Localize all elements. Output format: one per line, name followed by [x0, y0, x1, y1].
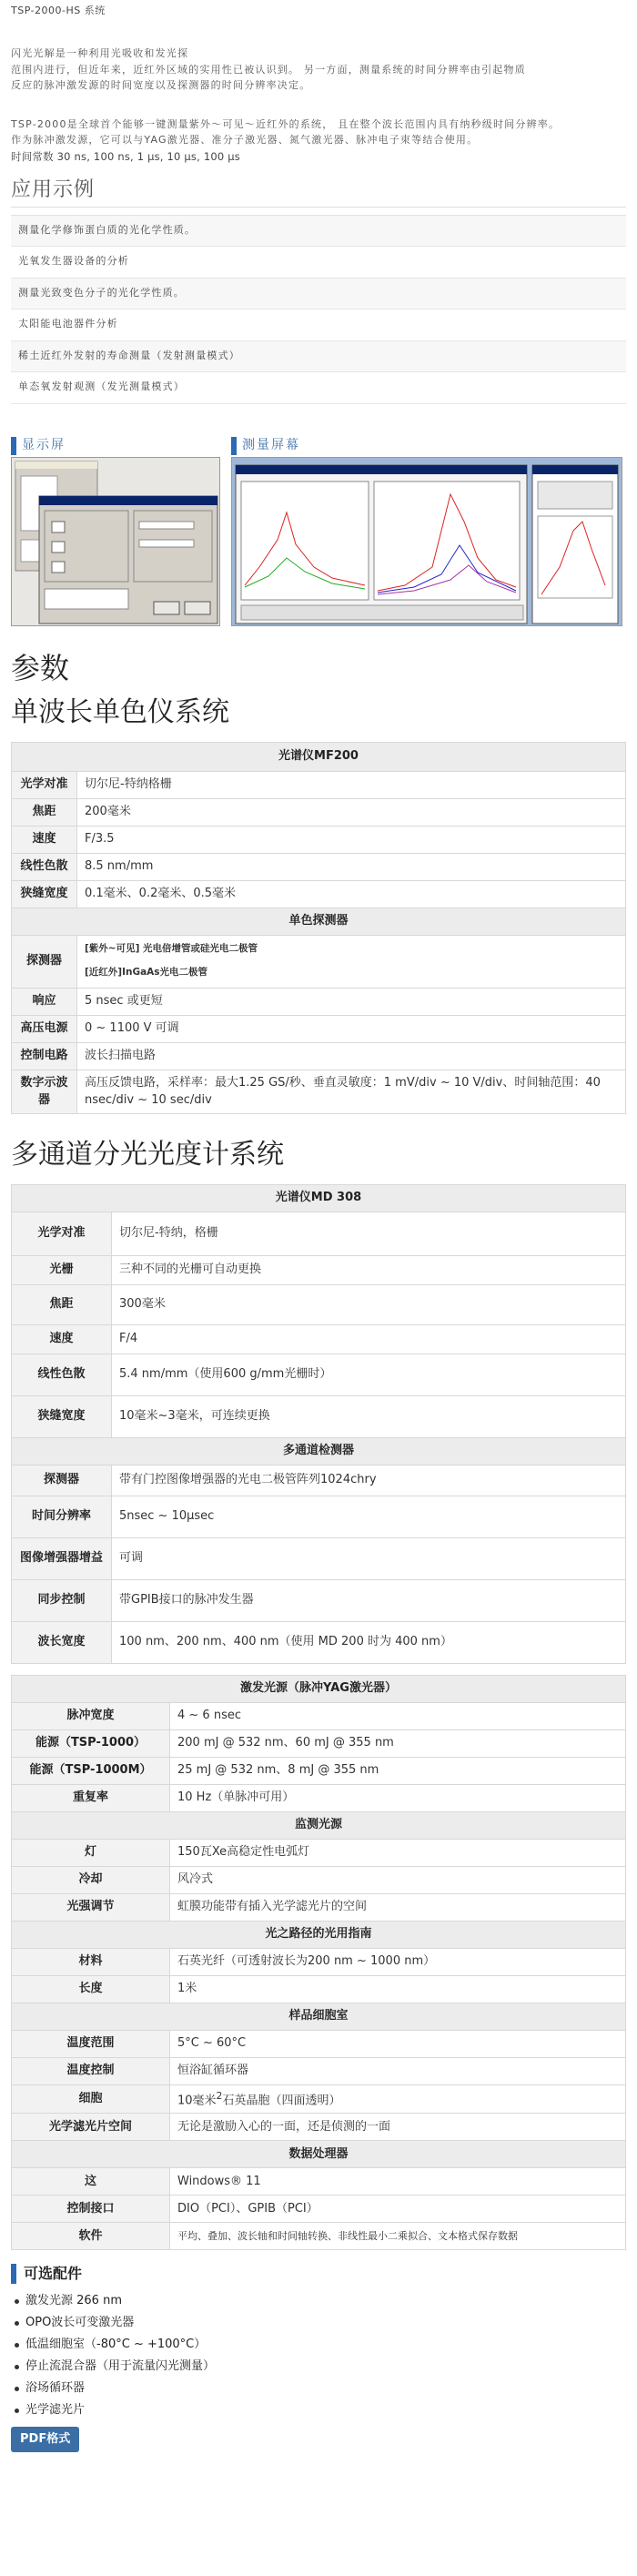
spec-row: 探测器 带有门控图像增强器的光电二极管阵列1024chry	[12, 1465, 626, 1496]
measure-image	[231, 457, 622, 626]
optional-list	[11, 2290, 626, 2421]
laser-spec-table	[11, 1675, 626, 2251]
mono-spec-table	[11, 742, 626, 1114]
spec-row: 探测器 [紫外~可见] 光电倍增管或硅光电二极管 [近红外]InGaAs光电二极管	[12, 935, 626, 988]
spec-row: 速度 F/4	[12, 1324, 626, 1354]
spec-row: 这 Windows® 11	[12, 2168, 626, 2196]
spec-row: 焦距 300毫米	[12, 1284, 626, 1324]
app-item: 测量化学修饰蛋白质的光化学性质。	[11, 216, 626, 248]
list-item: 浴场循环器	[11, 2378, 626, 2399]
accent-bar	[11, 2264, 16, 2284]
list-item: 光学滤光片	[11, 2399, 626, 2421]
spec-row: 能源（TSP-1000M） 25 mJ @ 532 nm、8 mJ @ 355 nm	[12, 1757, 626, 1784]
detector-nir: [近红外]InGaAs光电二极管	[85, 967, 208, 979]
multi-heading: 多通道分光光度计系统	[11, 1138, 284, 1171]
display-label: 显示屏	[22, 438, 66, 453]
spec-row: 细胞 10毫米$^2$石英晶胞（四面透明）	[12, 2084, 626, 2114]
app-item: 光氧发生器设备的分析	[11, 247, 626, 279]
spec-section-header: 激发光源（脉冲YAG激光器）	[12, 1675, 626, 1702]
spec-row: 狭缝宽度 10毫米~3毫米，可连续更换	[12, 1395, 626, 1437]
pdf-download-button[interactable]: PDF格式	[11, 2427, 79, 2452]
spec-section-header: 光谱仪MF200	[12, 742, 626, 771]
spec-row: 光学对准 切尔尼-特纳，格栅	[12, 1212, 626, 1255]
page-header: TSP-2000-HS 系统	[11, 5, 106, 16]
spec-row: 数字示波器 高压反馈电路，采样率：最大1.25 GS/秒、垂直灵敏度：1 mV/div ~ 10 V/div、时间轴范围：40 nsec/div ~ 10 sec/div	[12, 1070, 626, 1113]
spec-row: 材料 石英光纤（可透射波长为200 nm ~ 1000 nm）	[12, 1948, 626, 1975]
intro-p1-line2: 范围内进行，但近年来，近红外区域的实用性已被认识到。 另一方面，测量系统的时间分辨率由引起物质	[11, 63, 526, 76]
spec-row: 光强调节 虹膜功能带有插入光学滤光片的空间	[12, 1893, 626, 1921]
list-item: 停止流混合器（用于流量闪光测量）	[11, 2356, 626, 2378]
spec-row: 脉冲宽度 4 ~ 6 nsec	[12, 1702, 626, 1729]
spec-row: 灯 150瓦Xe高稳定性电弧灯	[12, 1839, 626, 1866]
spec-row: 软件 平均、叠加、波长轴和时间轴转换、非线性最小二乘拟合、文本格式保存数据	[12, 2223, 626, 2250]
params-heading: 参数	[11, 650, 70, 685]
spec-section-header: 光谱仪MD 308	[12, 1184, 626, 1212]
spec-section-header: 单色探测器	[12, 908, 626, 935]
spec-row: 长度 1米	[12, 1975, 626, 2003]
spec-row: 高压电源 0 ~ 1100 V 可调	[12, 1015, 626, 1042]
spec-row: 重复率 10 Hz（单脉冲可用）	[12, 1784, 626, 1811]
app-item: 稀土近红外发射的寿命测量（发射测量模式）	[11, 341, 626, 373]
spec-row: 响应 5 nsec 或更短	[12, 988, 626, 1015]
spec-row: 图像增强器增益 可调	[12, 1537, 626, 1579]
spec-row: 线性色散 8.5 nm/mm	[12, 853, 626, 880]
accent-bar	[231, 437, 237, 455]
intro-p1-line3: 反应的脉冲激发源的时间宽度以及探测器的时间分辨率决定。	[11, 79, 311, 92]
spec-section-header: 多通道检测器	[12, 1437, 626, 1465]
spec-row: 温度范围 5°C ~ 60°C	[12, 2030, 626, 2057]
intro-p1-line1: 闪光光解是一种利用光吸收和发光探	[11, 47, 189, 59]
spec-row: 光栅 三种不同的光栅可自动更换	[12, 1255, 626, 1284]
app-item: 太阳能电池器件分析	[11, 309, 626, 341]
apps-heading: 应用示例	[11, 175, 626, 208]
spec-row: 时间分辨率 5nsec ~ 10µsec	[12, 1496, 626, 1537]
spec-row: 速度 F/3.5	[12, 826, 626, 853]
spec-row: 能源（TSP-1000） 200 mJ @ 532 nm、60 mJ @ 355 nm	[12, 1729, 626, 1757]
mono-heading: 单波长单色仪系统	[11, 695, 229, 728]
app-item: 测量光致变色分子的光化学性质。	[11, 279, 626, 310]
screenshots-row	[11, 435, 626, 628]
time-constants: 时间常数 30 ns, 100 ns, 1 µs, 10 µs, 100 µs	[11, 149, 240, 163]
spec-row: 冷却 风冷式	[12, 1866, 626, 1893]
optional-heading: 可选配件	[11, 2263, 626, 2285]
list-item: 激发光源 266 nm	[11, 2290, 626, 2312]
accent-bar	[11, 437, 16, 455]
spec-row: 光学对准 切尔尼-特纳格栅	[12, 771, 626, 798]
detector-uv-vis: [紫外~可见] 光电倍增管或硅光电二极管	[85, 943, 258, 955]
list-item: OPO波长可变激光器	[11, 2312, 626, 2334]
spec-section-header: 监测光源	[12, 1811, 626, 1839]
spec-row: 控制接口 DIO（PCI）、GPIB（PCI）	[12, 2196, 626, 2223]
display-image	[11, 457, 220, 626]
apps-list	[11, 215, 626, 404]
display-screenshot	[11, 435, 220, 628]
intro-p2-line1: TSP-2000是全球首个能够一键测量紫外～可见～近红外的系统， 且在整个波长范围内具有纳秒级时间分辨率。	[11, 117, 561, 130]
measure-label: 测量屏幕	[242, 438, 300, 453]
intro-p2-line2: 作为脉冲激发源，它可以与YAG激光器、准分子激光器、氮气激光器、脉冲电子束等结合使用。	[11, 134, 479, 147]
measurement-plot-graphic	[232, 458, 622, 626]
spec-row: 波长宽度 100 nm、200 nm、400 nm（使用 MD 200 时为 400 nm）	[12, 1621, 626, 1663]
spec-section-header: 光之路径的光用指南	[12, 1921, 626, 1948]
spec-row: 控制电路 波长扫描电路	[12, 1042, 626, 1070]
software-dialog-graphic	[12, 458, 220, 626]
spec-section-header: 数据处理器	[12, 2141, 626, 2168]
spec-row: 焦距 200毫米	[12, 798, 626, 826]
spec-row: 狭缝宽度 0.1毫米、0.2毫米、0.5毫米	[12, 880, 626, 908]
spec-row: 温度控制 恒浴缸循环器	[12, 2057, 626, 2084]
spec-row: 同步控制 带GPIB接口的脉冲发生器	[12, 1579, 626, 1621]
list-item: 低温细胞室（-80°C ~ +100°C）	[11, 2334, 626, 2356]
multi-spec-table	[11, 1184, 626, 1664]
spec-row: 光学滤光片空间 无论是激励入心的一面，还是侦测的一面	[12, 2114, 626, 2141]
spec-section-header: 样品细胞室	[12, 2003, 626, 2030]
measure-screenshot	[231, 435, 622, 628]
spec-row: 线性色散 5.4 nm/mm（使用600 g/mm光栅时）	[12, 1354, 626, 1395]
app-item: 单态氧发射观测（发光测量模式）	[11, 372, 626, 404]
intro-text	[11, 46, 626, 166]
